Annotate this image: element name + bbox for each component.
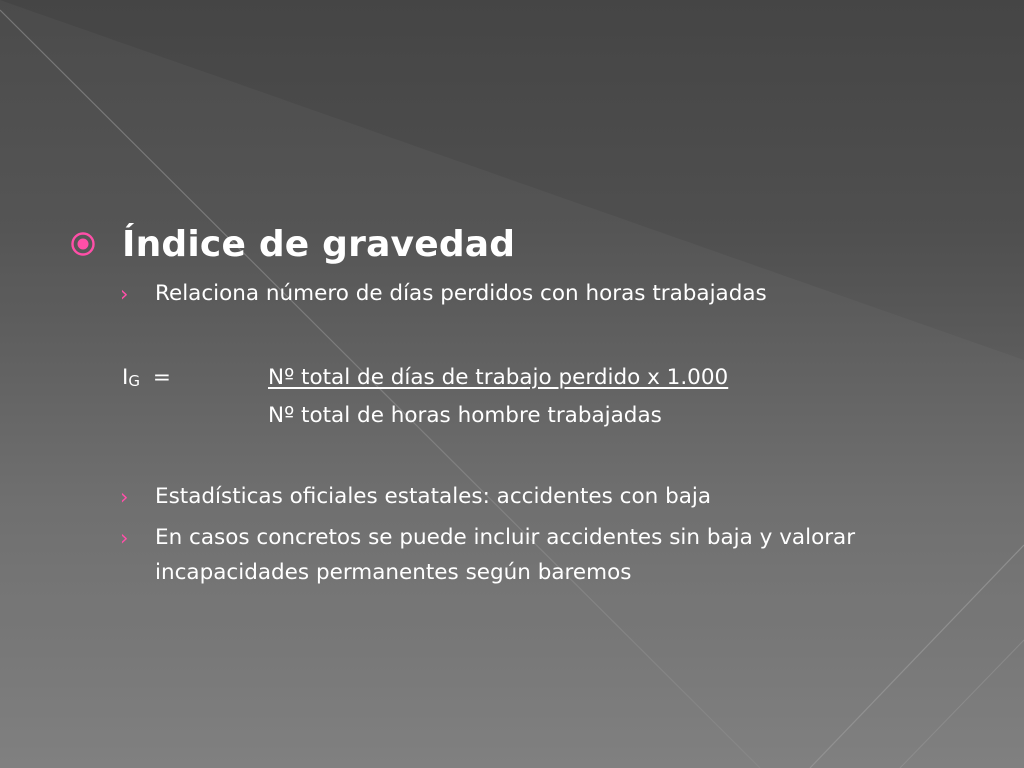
- formula-equals: =: [152, 365, 171, 390]
- bullet-text: Relaciona número de días perdidos con horas trabajadas: [155, 281, 767, 306]
- bullet-text: Estadísticas oficiales estatales: accidentes con baja: [155, 484, 712, 509]
- formula-subscript: G: [128, 372, 140, 390]
- formula-numerator: Nº total de días de trabajo perdido x 1.000: [268, 365, 729, 390]
- formula-denominator: Nº total de horas hombre trabajadas: [268, 403, 662, 428]
- formula-symbol: [122, 360, 171, 399]
- formula-symbol-letter: I: [122, 365, 129, 390]
- bullet-text: En casos concretos se puede incluir accidentes sin baja y valorar incapacidades permanentes según baremos: [155, 525, 856, 585]
- slide-title: Índice de gravedad: [122, 223, 516, 265]
- chevron-right-icon: ›: [120, 526, 129, 550]
- title-row: [70, 218, 515, 270]
- chevron-right-icon: ›: [120, 282, 129, 306]
- chevron-right-icon: ›: [120, 485, 129, 509]
- radio-bullet-icon: [70, 231, 96, 257]
